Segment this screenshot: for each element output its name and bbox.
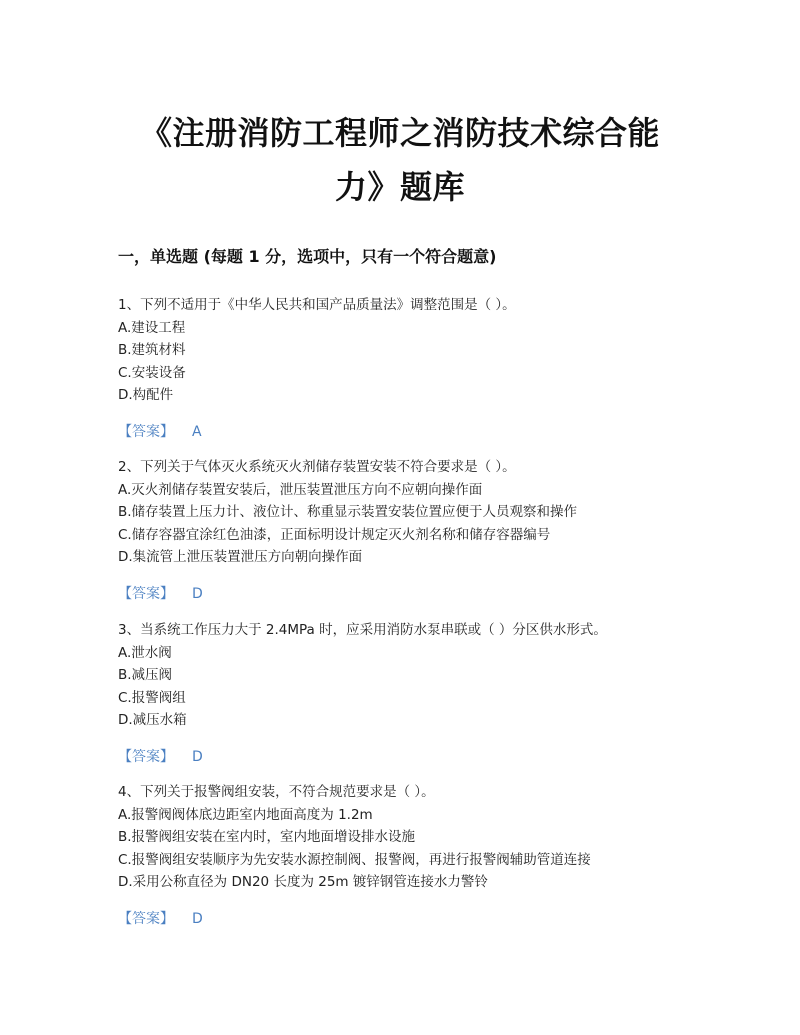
section-heading: 一，单选题 (每题 1 分，选项中，只有一个符合题意) [118, 247, 497, 266]
question-2 [118, 456, 718, 605]
option-d: D.集流管上泄压装置泄压方向朝向操作面 [118, 549, 363, 565]
option-a: A.建设工程 [118, 319, 186, 336]
option-b: B.储存装置上压力计、液位计、称重显示装置安装位置应便于人员观察和操作 [118, 504, 578, 520]
document-title-line-1: 《注册消防工程师之消防技术综合能 [139, 114, 660, 152]
option-d: D.减压水箱 [118, 712, 187, 728]
option-c: C.报警阀组安装顺序为先安装水源控制阀、报警阀，再进行报警阀辅助管道连接 [118, 851, 591, 868]
answer-value: D [192, 910, 203, 927]
question-stem: 3、当系统工作压力大于 2.4MPa 时，应采用消防水泵串联或（ ）分区供水形式。 [118, 622, 607, 638]
option-c: C.安装设备 [118, 364, 186, 381]
answer-label: 【答案】 [118, 748, 174, 765]
option-d: D.构配件 [118, 387, 174, 403]
option-a: A.报警阀阀体底边距室内地面高度为 1.2m [118, 806, 373, 823]
option-b: B.建筑材料 [118, 342, 186, 358]
answer-line [118, 908, 718, 930]
answer-label: 【答案】 [118, 585, 174, 602]
question-stem: 2、下列关于气体灭火系统灭火剂储存装置安装不符合要求是（ ）。 [118, 459, 516, 475]
option-d: D.采用公称直径为 DN20 长度为 25m 镀锌钢管连接水力警铃 [118, 874, 488, 890]
answer-value: A [192, 423, 202, 440]
question-3 [118, 619, 718, 768]
question-1 [118, 294, 718, 443]
answer-value: D [192, 748, 203, 765]
question-4 [118, 781, 718, 930]
option-c: C.报警阀组 [118, 689, 186, 706]
question-stem: 4、下列关于报警阀组安装，不符合规范要求是（ ）。 [118, 784, 435, 800]
option-b: B.报警阀组安装在室内时，室内地面增设排水设施 [118, 829, 416, 845]
answer-label: 【答案】 [118, 423, 174, 440]
option-a: A.灭火剂储存装置安装后，泄压装置泄压方向不应朝向操作面 [118, 481, 483, 498]
answer-line [118, 583, 718, 605]
option-c: C.储存容器宜涂红色油漆，正面标明设计规定灭火剂名称和储存容器编号 [118, 526, 551, 543]
answer-line [118, 421, 718, 443]
document-title-line-2: 力》题库 [334, 168, 465, 206]
document-title [100, 106, 700, 214]
answer-label: 【答案】 [118, 910, 174, 927]
option-b: B.减压阀 [118, 667, 173, 683]
answer-line [118, 746, 718, 768]
answer-value: D [192, 585, 203, 602]
option-a: A.泄水阀 [118, 644, 172, 661]
question-stem: 1、下列不适用于《中华人民共和国产品质量法》调整范围是（ ）。 [118, 297, 516, 313]
